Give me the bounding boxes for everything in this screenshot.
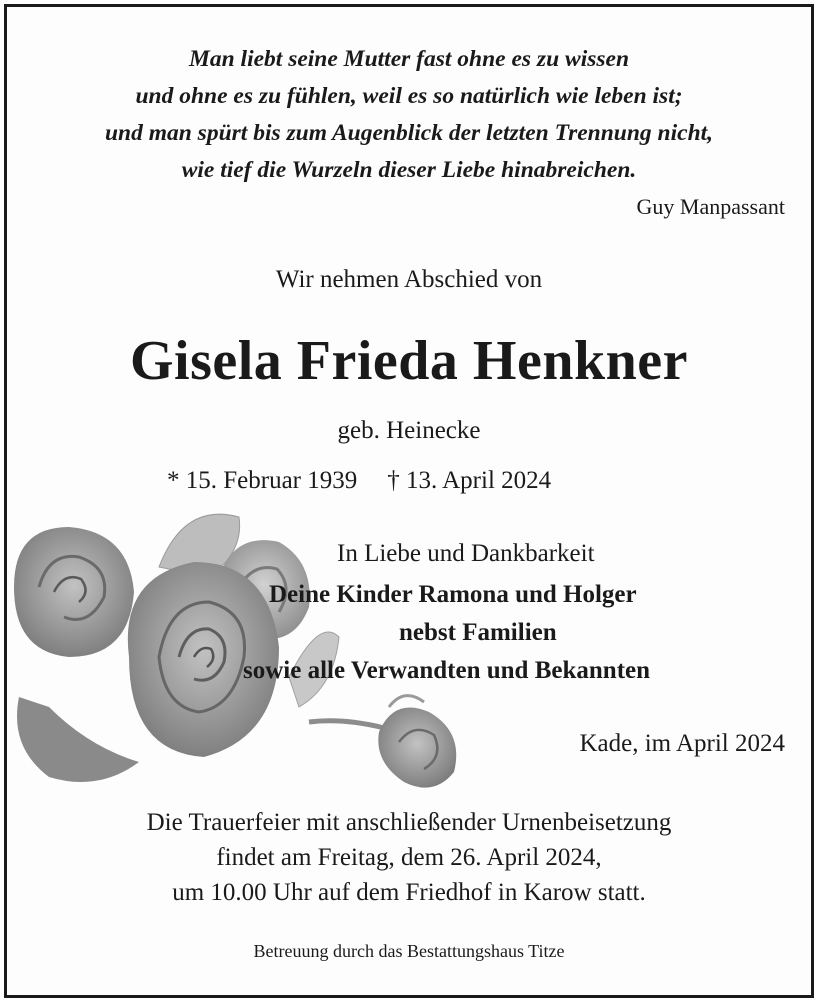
deceased-name: Gisela Frieda Henkner [129,330,688,392]
birth-name: geb. Heinecke [337,417,481,444]
service-line: Die Trauerfeier mit anschließender Urnenbeisetzung [146,809,672,836]
quote-line: und man spürt bis zum Augenblick der letzten Trennung nicht, [104,120,714,146]
quote-author: Guy Manpassant [636,194,785,219]
obituary-notice [4,4,814,998]
birth-date: * 15. Februar 1939 [167,467,358,494]
quote-line: Man liebt seine Mutter fast ohne es zu wissen [188,46,630,72]
service-line: um 10.00 Uhr auf dem Friedhof in Karow statt. [172,879,646,906]
funeral-home: Betreuung durch das Bestattungshaus Titze [253,941,565,961]
mourners-line: Deine Kinder Ramona und Holger [269,581,637,608]
service-line: findet am Freitag, dem 26. April 2024, [216,844,602,871]
farewell-intro: Wir nehmen Abschied von [275,266,543,293]
service-info [7,805,811,910]
mourners-intro: In Liebe und Dankbarkeit [337,540,595,567]
mourners-line: sowie alle Verwandten und Bekannten [243,657,651,684]
death-date: † 13. April 2024 [387,467,552,494]
quote-line: und ohne es zu fühlen, weil es so natürlich wie leben ist; [135,83,683,109]
mourners-line: nebst Familien [399,619,557,646]
quote-block [7,41,811,189]
quote-line: wie tief die Wurzeln dieser Liebe hinabreichen. [181,157,637,183]
life-dates [167,467,551,495]
place-date: Kade, im April 2024 [579,730,785,757]
